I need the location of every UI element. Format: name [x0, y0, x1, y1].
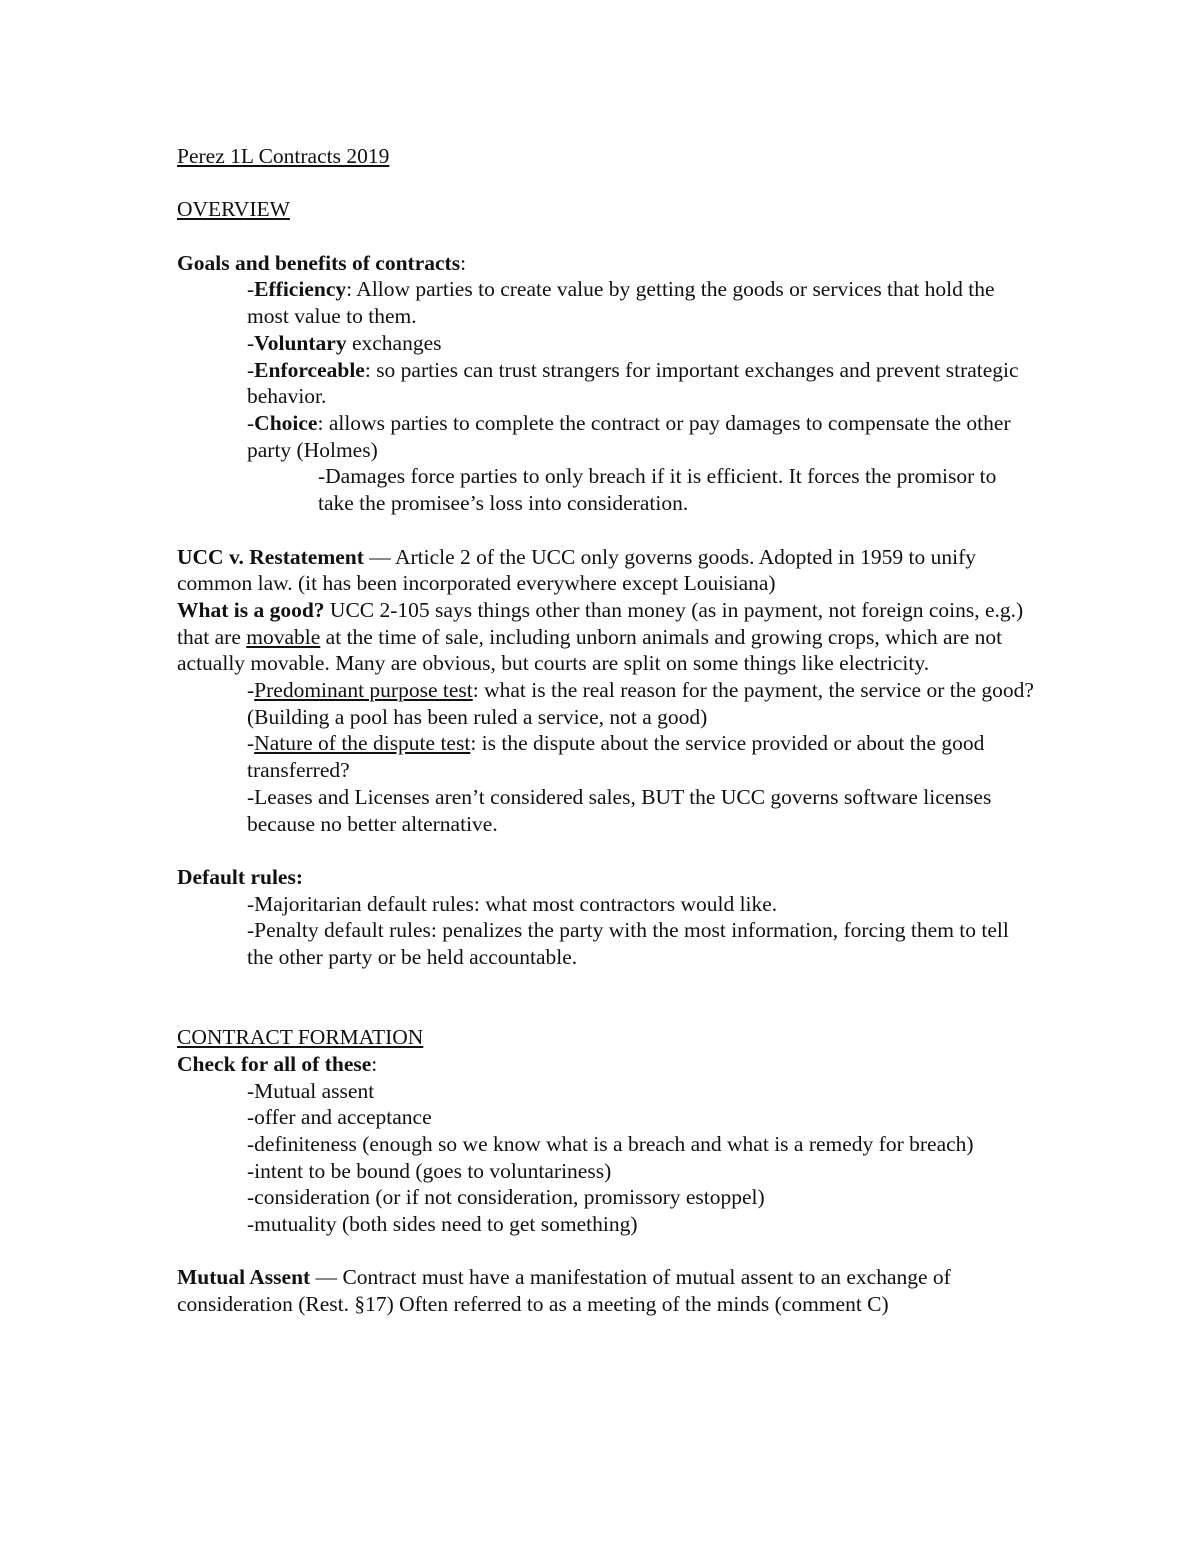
majoritarian-rule: -Majoritarian default rules: what most contractors would like. — [247, 891, 778, 916]
formation-item: -intent to be bound (goes to voluntariness) — [247, 1158, 612, 1183]
formation-item: -Mutual assent — [247, 1078, 375, 1103]
goal-choice — [247, 410, 1037, 463]
goals-heading — [177, 250, 1037, 277]
penalty-rule: -Penalty default rules: penalizes the party with the most information, forcing them to tell the other party or be held accountable. — [247, 918, 1009, 970]
spacer — [177, 1238, 1037, 1265]
document-title — [177, 143, 1037, 170]
goal-choice-dash: - — [247, 411, 255, 435]
goal-efficiency-text: : Allow parties to create value by getting the goods or services that hold the most value to them. — [247, 277, 995, 329]
spacer — [177, 517, 1037, 544]
goal-choice-text: : allows parties to complete the contract or pay damages to compensate the other party (Holmes) — [247, 411, 1011, 462]
goal-efficiency-term: Efficiency — [254, 277, 347, 302]
goal-damages-note: -Damages force parties to only breach if it is efficient. It forces the promisor to take the promisee’s loss into consideration. — [318, 464, 997, 516]
goals-heading-colon: : — [460, 250, 467, 275]
mutual-assent-term: Mutual Assent — [177, 1265, 311, 1290]
goal-voluntary-text: exchanges — [346, 330, 442, 355]
nature-dash: - — [247, 731, 255, 756]
goal-efficiency — [247, 276, 1037, 329]
good-term: What is a good? — [177, 597, 325, 622]
goal-voluntary — [247, 330, 1037, 357]
overview-heading — [177, 196, 1037, 223]
formation-item: -mutuality (both sides need to get something) — [247, 1212, 638, 1237]
predominant-term: Predominant purpose test — [254, 678, 473, 703]
overview-heading-text: OVERVIEW — [177, 197, 290, 222]
goal-voluntary-term: Voluntary — [254, 330, 347, 355]
spacer — [177, 223, 1037, 250]
nature-term: Nature of the dispute test — [254, 731, 471, 756]
goal-efficiency-dash: - — [247, 277, 255, 302]
predominant-purpose-test — [247, 677, 1037, 730]
formation-item: -definiteness (enough so we know what is a breach and what is a remedy for breach) — [247, 1131, 974, 1156]
leases-note: -Leases and Licenses aren’t considered sales, BUT the UCC governs software licenses because no better alternative. — [247, 784, 992, 836]
check-heading — [177, 1051, 1037, 1078]
good-paragraph — [177, 597, 1037, 677]
check-term: Check for all of these — [177, 1051, 372, 1076]
good-movable: movable — [246, 624, 321, 649]
predominant-text: : what is the real reason for the payment, the service or the good? (Building a pool has been ruled a service, not a good) — [247, 678, 1034, 729]
ucc-text: — Article 2 of the UCC only governs goods. Adopted in 1959 to unify common law. (it has been incorporated everywhere except Louisiana) — [177, 544, 977, 596]
check-colon: : — [371, 1051, 378, 1076]
good-text-1: UCC 2-105 says things other than money (as in payment, not foreign coins, e.g.) that are — [177, 597, 1024, 649]
mutual-assent-text: — Contract must have a manifestation of mutual assent to an exchange of consideration (Rest. §17) Often referred to as a meeting of the minds (comment C) — [177, 1265, 951, 1317]
spacer — [177, 997, 1037, 1024]
default-rules-heading: Default rules: — [177, 864, 303, 889]
formation-item: -consideration (or if not consideration, promissory estoppel) — [247, 1185, 765, 1210]
predominant-dash: - — [247, 678, 255, 703]
document-title-text: Perez 1L Contracts 2019 — [177, 144, 390, 168]
goal-voluntary-dash: - — [247, 330, 255, 355]
goal-enforceable — [247, 357, 1037, 410]
document-body — [177, 143, 1037, 1318]
formation-item: -offer and acceptance — [247, 1105, 432, 1130]
spacer — [177, 971, 1037, 998]
formation-heading-text: CONTRACT FORMATION — [177, 1025, 424, 1050]
ucc-paragraph — [177, 544, 1037, 597]
spacer — [177, 170, 1037, 197]
nature-of-dispute-test — [247, 730, 1037, 783]
nature-text: : is the dispute about the service provided or about the good transferred? — [247, 731, 985, 783]
spacer — [177, 837, 1037, 864]
goal-choice-term: Choice — [254, 411, 318, 435]
ucc-term: UCC v. Restatement — [177, 544, 364, 569]
goal-enforceable-text: : so parties can trust strangers for important exchanges and prevent strategic behavior. — [247, 357, 1019, 409]
mutual-assent-paragraph — [177, 1264, 1037, 1317]
formation-heading — [177, 1024, 1037, 1051]
goals-heading-text: Goals and benefits of contracts — [177, 250, 461, 275]
goal-enforceable-term: Enforceable — [254, 357, 365, 382]
good-text-2: at the time of sale, including unborn animals and growing crops, which are not actually movable. Many are obvious, but courts are split on some things like electricity. — [177, 624, 1003, 676]
goal-enforceable-dash: - — [247, 357, 255, 382]
